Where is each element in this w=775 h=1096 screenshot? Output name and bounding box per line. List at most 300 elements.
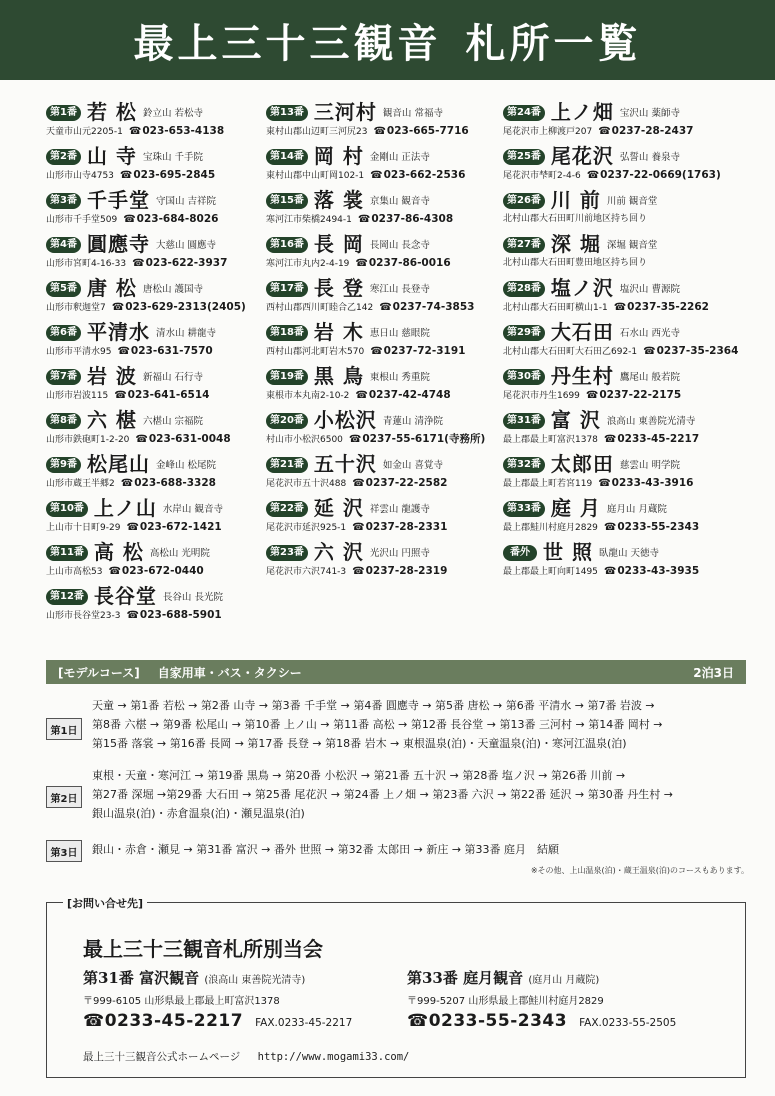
temple-phone[interactable] [349,433,485,445]
temple-name: 京集山 観音寺 [369,196,430,207]
temple-number-badge: 第18番 [266,325,308,341]
temple-detail-row [503,520,741,535]
temple-title-row [503,496,741,520]
temple-phone[interactable] [370,345,465,357]
temple-phone-number: 023-641-6514 [127,389,210,401]
office-phones [83,1011,352,1031]
temple-number-badge: 第9番 [46,457,81,473]
temple-title-row [46,232,284,256]
temple-title-row [266,232,504,256]
temple-title-row [46,364,284,388]
temple-title-row [266,188,504,212]
office-fax: FAX.0233-45-2217 [255,1017,353,1029]
temple-number-badge: 第15番 [266,193,308,209]
temple-entry [503,320,741,364]
route-line: 第8番 六椹 → 第9番 松尾山 → 第10番 上ノ山 → 第11番 高松 → 第12番 長谷堂 → 第13番 三河村 → 第14番 岡村 → [92,718,663,731]
phone-icon: ☎ [123,214,136,225]
temple-number-badge: 第10番 [46,501,88,517]
phone-icon: ☎ [586,170,600,181]
phone-icon: ☎ [132,258,145,269]
temple-entry [46,232,284,276]
temple-title-row [46,408,284,432]
temple-place-name: 長 登 [313,276,364,300]
temple-number-badge: 第32番 [503,457,545,473]
temple-place-name: 小松沢 [313,408,377,432]
phone-icon: ☎ [373,126,386,137]
temple-phone[interactable] [121,477,216,489]
route-line: 天童 → 第1番 若松 → 第2番 山寺 → 第3番 千手堂 → 第4番 圓應寺 → 第5番 唐松 → 第6番 平清水 → 第7番 岩波 → [92,699,655,712]
temple-detail-row [503,124,741,139]
temple-entry [266,540,504,584]
temple-phone[interactable] [355,389,450,401]
temple-title-row [46,584,284,608]
temple-phone[interactable] [120,169,215,181]
temple-name: 守国山 吉祥院 [155,196,216,207]
route-line: 第27番 深堀 →第29番 大石田 → 第25番 尾花沢 → 第24番 上ノ畑 → 第23番 六沢 → 第22番 延沢 → 第30番 丹生村 → [92,788,673,801]
temple-detail-row [46,520,284,535]
temple-entry [46,540,284,584]
temple-phone[interactable] [598,477,693,489]
title-main: 最上三十三観音 [133,19,442,67]
temple-title-row [503,540,741,564]
temple-place-name: 六 沢 [313,540,364,564]
temple-phone[interactable] [604,521,699,533]
temple-title-row [266,276,504,300]
temple-detail-row [266,124,504,139]
temple-number-badge: 第29番 [503,325,545,341]
temple-detail-row [503,564,741,579]
model-course-bar [46,660,746,684]
route-line: 銀山温泉(泊)・赤倉温泉(泊)・瀬見温泉(泊) [92,807,305,820]
temple-phone[interactable] [598,125,693,137]
temple-number-badge: 第11番 [46,545,88,561]
temple-place-name: 三河村 [313,100,377,124]
day-route [82,696,662,762]
temple-detail-row [266,388,504,403]
temple-number-badge: 第6番 [46,325,81,341]
temple-title-row [46,144,284,168]
model-course-duration: 2泊3日 [693,665,734,680]
temple-entry [503,540,741,584]
temple-number-badge: 第3番 [46,193,81,209]
temple-phone-number: 0237-28-2437 [611,125,694,137]
temple-phone[interactable] [352,521,447,533]
temple-phone[interactable] [112,301,246,313]
temple-number-badge: 第21番 [266,457,308,473]
phone-icon: ☎ [357,214,371,225]
temple-column-3 [503,100,741,584]
office-phones [407,1011,676,1031]
temple-detail-row [503,256,741,270]
temple-address: 西村山郡西川町睦合乙142 [266,303,374,313]
phone-icon: ☎ [352,566,365,577]
office-address: 〒999-5207 山形県最上郡鮭川村庭月2829 [407,996,604,1007]
office-address: 〒999-6105 山形県最上郡最上町富沢1378 [83,996,280,1007]
temple-phone[interactable] [604,433,699,445]
office-niwatsuki [407,967,676,1031]
temple-title-row [266,496,504,520]
temple-phone-number: 0237-42-4748 [368,389,451,401]
temple-entry [266,232,504,276]
temple-place-name: 塩ノ沢 [550,276,614,300]
temple-name: 宝沢山 薬師寺 [619,108,680,119]
course-day-2 [46,766,750,828]
phone-icon: ☎ [355,258,368,269]
day-label: 第3日 [46,840,82,862]
temple-name: 光沢山 円照寺 [369,548,430,559]
temple-place-name: 丹生村 [550,364,614,388]
temple-detail-row [503,300,741,315]
temple-place-name: 上ノ畑 [550,100,614,124]
temple-detail-row [266,300,504,315]
temple-entry [503,144,741,188]
temple-phone[interactable] [358,213,453,225]
temple-phone[interactable] [587,169,721,181]
temple-phone[interactable] [586,389,681,401]
phone-icon: ☎ [111,302,125,313]
temple-place-name: 深 堀 [550,232,601,256]
temple-entry [46,188,284,232]
temple-place-name: 庭 月 [550,496,601,520]
temple-place-name: 大石田 [550,320,614,344]
temple-phone[interactable] [373,125,468,137]
temple-column-1 [46,100,284,628]
temple-entry [46,364,284,408]
temple-address: 寒河江市丸内2-4-19 [266,259,350,269]
temple-place-name: 圓應寺 [86,232,150,256]
temple-title-row [46,540,284,564]
office-tel[interactable]: ☎0233-45-2217 [83,1011,244,1031]
temple-entry [46,276,284,320]
temple-address: 北村山郡大石田町川前地区持ち回り [503,214,648,224]
temple-entry [266,408,504,452]
temple-entry [503,276,741,320]
temple-detail-row [266,432,504,447]
temple-address: 最上郡鮭川村庭月2829 [503,523,598,533]
temple-detail-row [266,564,504,579]
temple-phone[interactable] [352,477,447,489]
temple-detail-row [46,388,284,403]
temple-phone-number: 0237-74-3853 [392,301,475,313]
temple-name: 塩沢山 曹源院 [619,284,680,295]
homepage-link[interactable]: http://www.mogami33.com/ [257,1051,410,1063]
homepage-label: 最上三十三観音公式ホームページ [83,1051,241,1063]
temple-number-badge: 第12番 [46,589,88,605]
temple-place-name: 若 松 [86,100,137,124]
temple-address: 上山市高松53 [46,567,103,577]
temple-phone-number: 023-653-4138 [142,125,225,137]
temple-name: 長谷山 長光院 [162,592,223,603]
temple-address: 上山市十日町9-29 [46,523,121,533]
temple-detail-row [503,212,741,226]
phone-icon: ☎ [126,522,139,533]
temple-phone-number: 023-672-1421 [139,521,222,533]
temple-title-row [266,100,504,124]
header-banner [0,0,775,80]
temple-phone-number: 0237-22-2582 [365,477,448,489]
temple-detail-row [46,168,284,183]
temple-place-name: 岩 木 [313,320,364,344]
phone-icon: ☎ [135,434,148,445]
temple-entry [266,100,504,144]
temple-entry [503,496,741,540]
temple-title-row [503,276,741,300]
title-sub: 札所一覧 [465,19,642,67]
temple-entry [46,144,284,188]
phone-icon: ☎ [613,302,627,313]
office-tomisawa [83,967,352,1031]
office-fax: FAX.0233-55-2505 [579,1017,677,1029]
temple-phone[interactable] [108,565,203,577]
temple-address: 最上郡最上町向町1495 [503,567,598,577]
temple-title-row [503,144,741,168]
temple-column-2 [266,100,504,584]
temple-name: 慈雲山 明学院 [619,460,680,471]
temple-entry [266,188,504,232]
temple-name: 浪高山 東善院光清寺 [606,416,696,427]
temple-entry [503,408,741,452]
organization-name: 最上三十三観音札所別当会 [83,937,323,961]
temple-phone-number: 0237-28-2331 [365,521,448,533]
temple-name: 長岡山 長念寺 [369,240,430,251]
temple-place-name: 五十沢 [313,452,377,476]
temple-phone-number: 023-688-5901 [139,609,222,621]
temple-address: 村山市小松沢6500 [266,435,343,445]
phone-icon: ☎ [108,566,121,577]
temple-phone-number: 0237-86-0016 [368,257,451,269]
temple-name: 清水山 耕龍寺 [155,328,216,339]
temple-name: 金峰山 松尾院 [155,460,216,471]
temple-address: 最上郡最上町富沢1378 [503,435,598,445]
office-title [407,967,676,988]
temple-phone[interactable] [126,521,221,533]
temple-detail-row [46,608,284,623]
office-title [83,967,352,988]
temple-phone-number: 023-629-2313(2405) [125,301,246,313]
course-day-3 [46,840,750,862]
temple-number-badge: 第22番 [266,501,308,517]
temple-phone-number: 0237-55-6171(寺務所) [362,433,486,445]
temple-phone[interactable] [117,345,212,357]
day-route [82,766,673,828]
temple-entry [503,364,741,408]
temple-address: 尾花沢市五十沢488 [266,479,347,489]
temple-detail-row [46,476,284,491]
temple-detail-row [266,256,504,271]
temple-title-row [46,188,284,212]
temple-name: 唐松山 護国寺 [142,284,203,295]
phone-icon: ☎ [598,126,611,137]
temple-place-name: 太郎田 [550,452,614,476]
temple-phone[interactable] [129,125,224,137]
temple-number-badge: 第2番 [46,149,81,165]
temple-detail-row [266,520,504,535]
temple-title-row [503,320,741,344]
temple-address: 山形市長谷堂23-3 [46,611,121,621]
temple-address: 山形市平清水95 [46,347,112,357]
temple-name: 寒江山 長登寺 [369,284,430,295]
temple-phone[interactable] [355,257,450,269]
temple-phone[interactable] [123,213,218,225]
temple-place-name: 唐 松 [86,276,137,300]
temple-phone[interactable] [352,565,447,577]
temple-entry [266,144,504,188]
temple-phone-number: 0233-55-2343 [617,521,700,533]
temple-title-row [503,232,741,256]
temple-name: 鷹尾山 般若院 [619,372,680,383]
phone-icon: ☎ [370,170,383,181]
temple-entry [266,496,504,540]
phone-icon: ☎ [126,610,139,621]
temple-phone-number: 0237-22-0669(1763) [600,169,721,181]
day-label: 第1日 [46,718,82,740]
temple-place-name: 富 沢 [550,408,601,432]
temple-phone-number: 0237-35-2262 [627,301,709,313]
temple-name: 宝珠山 千手院 [142,152,203,163]
route-line: 東根・天童・寒河江 → 第19番 黒鳥 → 第20番 小松沢 → 第21番 五十沢 → 第28番 塩ノ沢 → 第26番 川前 → [92,769,626,782]
temple-detail-row [266,212,504,227]
temple-detail-row [46,344,284,359]
temple-address: 寒河江市柴橋2494-1 [266,215,352,225]
temple-address: 北村山郡大石田町豊田地区持ち回り [503,258,648,268]
temple-title-row [46,452,284,476]
temple-number-badge: 第5番 [46,281,81,297]
temple-phone[interactable] [643,345,738,357]
temple-phone-number: 023-672-0440 [121,565,204,577]
temple-place-name: 岡 村 [313,144,364,168]
temple-place-name: 黒 鳥 [313,364,364,388]
temple-address: 東根市本丸南2-10-2 [266,391,350,401]
temple-title-row [46,496,284,520]
temple-phone-number: 023-665-7716 [386,125,469,137]
temple-number-badge: 第7番 [46,369,81,385]
phone-icon: ☎ [603,434,617,445]
temple-address: 山形市千手堂509 [46,215,118,225]
phone-icon: ☎ [352,478,365,489]
phone-icon: ☎ [120,478,134,489]
temple-entry [266,320,504,364]
temple-entry [46,408,284,452]
temple-phone[interactable] [379,301,474,313]
temple-name: 深堀 観音堂 [606,240,658,251]
phone-icon: ☎ [585,390,599,401]
phone-icon: ☎ [603,522,617,533]
phone-icon: ☎ [348,434,362,445]
model-course-label: [モデルコース] [58,665,140,680]
temple-detail-row [503,388,741,403]
temple-entry [503,100,741,144]
temple-entry [503,188,741,232]
model-course-modes: 自家用車・バス・タクシー [157,665,302,680]
phone-icon: ☎ [407,1011,429,1031]
temple-name: 庭月山 月蔵院 [606,504,667,515]
temple-entry [503,452,741,496]
temple-phone[interactable] [370,169,465,181]
temple-phone[interactable] [132,257,227,269]
phone-icon: ☎ [114,390,127,401]
temple-number-badge: 第20番 [266,413,308,429]
temple-name: 弘誓山 養泉寺 [619,152,680,163]
temple-phone[interactable] [114,389,209,401]
phone-icon: ☎ [598,478,611,489]
phone-icon: ☎ [643,346,656,357]
phone-icon: ☎ [603,566,617,577]
temple-phone-number: 023-631-7570 [130,345,213,357]
route-line: 第15番 落裳 → 第16番 長岡 → 第17番 長登 → 第18番 岩木 → 東根温泉(泊)・天童温泉(泊)・寒河江温泉(泊) [92,737,627,750]
temple-number-badge: 番外 [503,545,537,561]
contact-tag: [お問い合せ先] [63,895,147,911]
temple-phone-number: 0237-28-2319 [365,565,448,577]
day-label: 第2日 [46,786,82,808]
temple-place-name: 高 松 [93,540,144,564]
temple-place-name: 延 沢 [313,496,364,520]
temple-place-name: 世 照 [543,540,593,564]
temple-title-row [266,364,504,388]
temple-name: 臥龍山 天徳寺 [598,548,659,559]
temple-name: 東根山 秀重院 [369,372,430,383]
temple-phone-number: 023-695-2845 [133,169,216,181]
temple-name: 観音山 常福寺 [382,108,443,119]
temple-address: 尾花沢市上柳渡戸207 [503,127,593,137]
temple-address: 西村山郡河北町岩木570 [266,347,365,357]
temple-number-badge: 第28番 [503,281,545,297]
temple-address: 山形市山寺4753 [46,171,114,181]
phone-icon: ☎ [379,302,392,313]
temple-place-name: 川 前 [550,188,601,212]
temple-name: 青蓮山 清浄院 [382,416,443,427]
temple-phone-number: 0233-43-3916 [611,477,694,489]
office-name: 第31番 富沢観音 [83,969,200,987]
temple-title-row [266,408,504,432]
temple-phone[interactable] [126,609,221,621]
temple-detail-row [46,124,284,139]
temple-place-name: 上ノ山 [93,496,157,520]
temple-place-name: 落 裳 [313,188,364,212]
temple-address: 山形市宮町4-16-33 [46,259,127,269]
temple-address: 東村山郡中山町岡102-1 [266,171,365,181]
temple-detail-row [503,432,741,447]
temple-title-row [46,276,284,300]
temple-phone[interactable] [604,565,699,577]
temple-address: 北村山郡大石田町大石田乙692-1 [503,347,638,357]
temple-address: 山形市鉄砲町1-2-20 [46,435,130,445]
temple-phone-number: 023-622-3937 [145,257,228,269]
temple-name: 川前 観音堂 [606,196,658,207]
office-tel[interactable]: ☎0233-55-2343 [407,1011,568,1031]
temple-phone-number: 023-684-8026 [136,213,219,225]
temple-title-row [503,408,741,432]
temple-address: 天童市山元2205-1 [46,127,123,137]
temple-name: 恵日山 慈眼院 [369,328,430,339]
temple-entry [46,320,284,364]
temple-number-badge: 第31番 [503,413,545,429]
temple-number-badge: 第14番 [266,149,308,165]
temple-phone-number: 0237-35-2364 [656,345,739,357]
temple-name: 新福山 石行寺 [142,372,203,383]
temple-phone-number: 023-631-0048 [148,433,231,445]
temple-address: 山形市岩波115 [46,391,109,401]
temple-phone[interactable] [614,301,709,313]
phone-icon: ☎ [352,522,365,533]
phone-icon: ☎ [83,1011,105,1031]
temple-number-badge: 第16番 [266,237,308,253]
temple-place-name: 千手堂 [86,188,150,212]
temple-phone[interactable] [135,433,230,445]
temple-number-badge: 第17番 [266,281,308,297]
temple-address: 東村山郡山辺町三河尻23 [266,127,368,137]
temple-number-badge: 第13番 [266,105,308,121]
temple-number-badge: 第24番 [503,105,545,121]
